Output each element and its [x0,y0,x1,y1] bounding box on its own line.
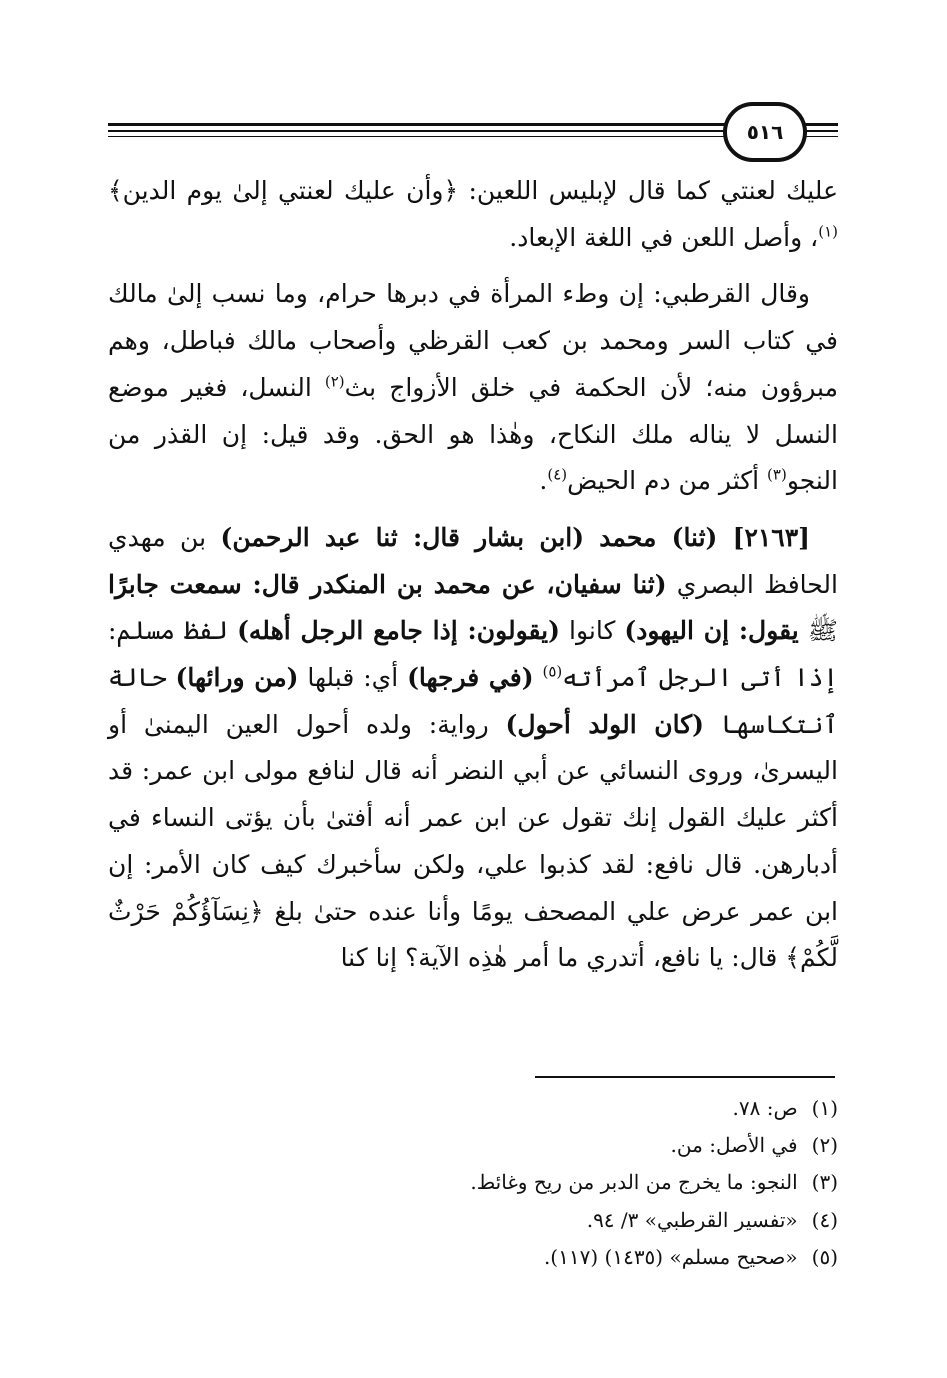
page-number: ٥١٦ [723,102,807,162]
hadith-text: يقول: إن اليهود) [624,616,799,646]
footnote-item [108,1239,838,1276]
honorific-glyph: ﷺ [798,616,839,646]
commentary-text: لفظ مسلم: إذا أتى الرجل ٱمرأته [108,616,838,693]
footnote-text: النجو: ما يخرج من الدبر من ريح وغائط. [470,1170,798,1195]
footnote-ref: (١) [818,222,838,241]
text-span: عليك لعنتي كما قال لإبليس اللعين: ﴿وأن عليك لعنتي إلىٰ يوم الدين﴾ [108,176,838,205]
hadith-text: (يقولون: إذا جامع الرجل أهله) [237,616,560,646]
footnote-item [108,1127,838,1164]
footnotes [108,1090,838,1276]
paragraph-2 [108,271,838,505]
text-span: وقال القرطبي: إن وطء المرأة في دبرها حرام، وما نسب إلىٰ مالك في كتاب السر ومحمد بن كعب القرظي وأصحاب مالك فباطل، وهم مبرؤون منه؛ لأن الحكمة في خلق الأزواج بث [108,279,838,402]
page-header [108,98,838,164]
footnote-text: «صحيح مسلم» (١٤٣٥) (١١٧). [543,1244,798,1269]
hadith-text: [٢١٦٣] (ثنا) محمد (ابن بشار قال: ثنا عبد الرحمن) [220,522,810,552]
footnote-ref: (٢) [324,372,345,391]
commentary-text: أي: قبلها [298,663,408,693]
text-span: . [539,466,548,496]
footnote-ref: (٣) [767,465,787,484]
footnote-ref: (٥) [542,662,563,681]
footnote-number: (٣) [811,1170,838,1195]
footnote-number: (١) [811,1096,838,1120]
footnote-number: (٥) [811,1244,838,1269]
commentary-text: حالة ٱنتكاسها [108,663,839,739]
footnote-item [108,1164,838,1201]
commentary-text: بن مهدي الحافظ البصري [108,522,838,599]
footnote-text: «تفسير القرطبي» ٣/ ٩٤. [586,1207,798,1232]
footnote-text: في الأصل: من. [670,1133,798,1158]
footnote-text: ص: ٧٨. [732,1096,798,1120]
paragraph-1 [108,168,838,261]
footnote-number: (٢) [811,1133,838,1158]
hadith-text: (في فرجها) [407,663,534,693]
footnote-item [108,1202,838,1239]
footnote-separator [535,1076,835,1078]
commentary-text: رواية: ولده أحول العين اليمنىٰ أو اليسرىٰ، وروى النسائي عن أبي النضر أنه قال لنافع مولى ابن عمر: قد أكثر عليك القول إنك تقول عن ابن عمر أنه أفتىٰ بأن يؤتى النساء في أدبارهن. قال نافع: لقد كذبوا علي، ولكن سأخبرك كيف كان الأمر: إن ابن عمر عرض علي المصحف يومًا وأنا عنده حتىٰ بلغ ﴿نِسَآؤُكُمْ حَرْثٌ لَّكُمْ﴾ قال: يا نافع، أتدري ما أمر هٰذِه الآية؟ إنا كنا [108,709,838,973]
hadith-text: (كان الولد أحول) [505,709,704,739]
footnote-item [108,1090,838,1127]
footnote-number: (٤) [811,1207,838,1232]
text-span: ، وأصل اللعن في اللغة الإبعاد. [509,222,819,252]
hadith-text: (من ورائها) [175,663,299,693]
text-span: أكثر من دم الحيض [567,466,768,496]
footnote-ref: (٤) [547,465,568,484]
text-span: النسل، فغير موضع النسل لا يناله ملك النكاح، وهٰذا هو الحق. وقد قيل: إن القذر من النجو [108,372,838,496]
commentary-text: كانوا [559,616,625,646]
hadith-text: (ثنا سفيان، عن محمد بن المنكدر قال: سمعت جابرًا [108,569,667,599]
main-text [108,168,838,982]
paragraph-3 [108,515,838,982]
